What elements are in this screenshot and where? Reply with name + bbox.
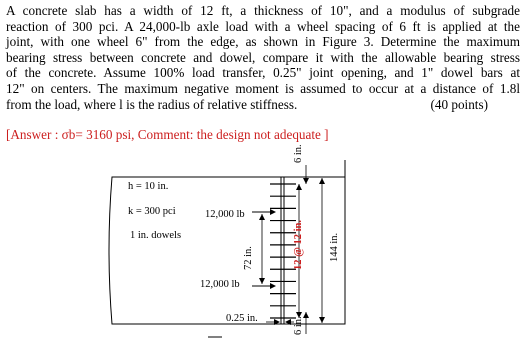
dowel-label: 1 in. dowels [130, 230, 182, 241]
joint-opening-label: 0.25 in. [226, 313, 258, 324]
problem-line-1: A concrete slab has a width of 12 ft, a thickness of 10", and a modulus of subgrade [6, 3, 520, 18]
problem-line-7: from the load, where l is the radius of relative stiffness. [6, 96, 298, 112]
problem-line-6: 12" on centers. The maximum negative moment is assumed to occur at a distance of 1.8l [6, 80, 520, 96]
edge-top-label: 6 in. [293, 144, 304, 163]
problem-line-5: of the concrete. Assume 100% load transfer, 0.25" joint opening, and 1" dowel bars at [6, 65, 520, 81]
width-144-label: 144 in. [329, 232, 340, 262]
spacing-72-label: 72 in. [243, 246, 254, 270]
problem-line-4: bearing stress between concrete and dowel, compare it with the allowable bearing stress [6, 49, 520, 65]
points-label: (40 points) [430, 96, 488, 112]
edge-bottom-label: 6 in. [293, 316, 304, 335]
slab-outline [109, 177, 345, 324]
spacing-dowels-label: 12 @ 12 in. [293, 219, 304, 270]
load-bottom-label: 12,000 lb [200, 279, 240, 290]
load-top-label: 12,000 lb [205, 209, 245, 220]
h-label: h = 10 in. [128, 181, 169, 192]
k-label: k = 300 pci [128, 206, 176, 217]
problem-line-2: reaction of 300 pci. A 24,000-lb axle load with a wheel spacing of 6 ft is applied at the [6, 18, 520, 34]
answer-text: [Answer : σb= 3160 psi, Comment: the design not adequate ] [6, 127, 329, 142]
problem-line-3: joint, with one wheel 6" from the edge, as shown in Figure 3. Determine the maximum [6, 34, 520, 50]
